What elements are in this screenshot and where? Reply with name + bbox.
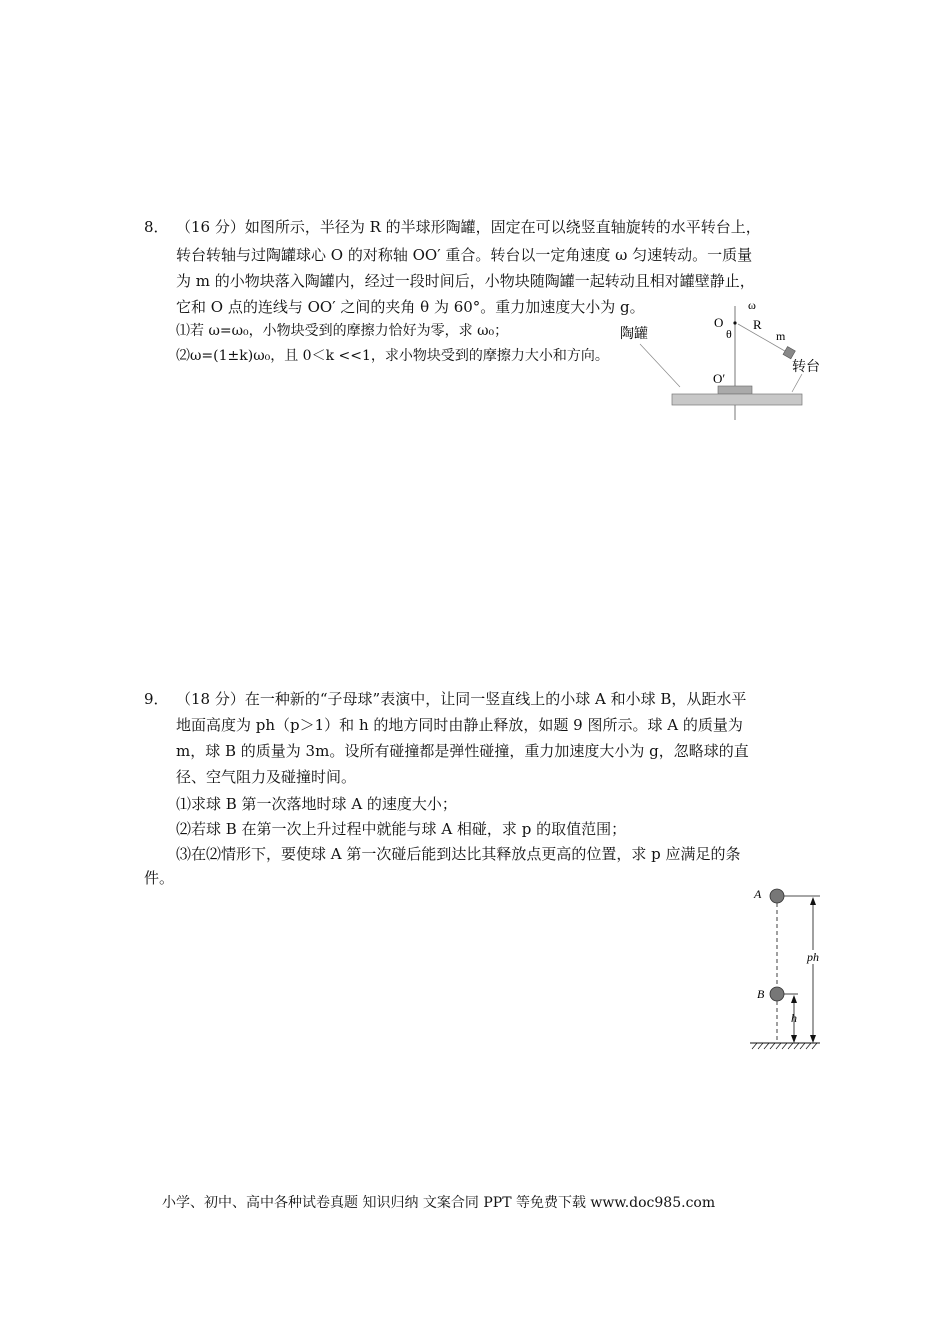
- fig8-theta-label: θ: [726, 327, 732, 341]
- fig8-small-block: [783, 347, 795, 359]
- fig8-Oprime-label: O′: [713, 371, 726, 386]
- footer-advert: 小学、初中、高中各种试卷真题 知识归纳 文案合同 PPT 等免费下载 www.doc985.com: [162, 1195, 716, 1211]
- q8-line-2: 转台转轴与过陶罐球心 O 的对称轴 OO′ 重合。转台以一定角速度 ω 匀速转动。一质量: [176, 246, 753, 264]
- q8-subquestion-1: ⑴若 ω=ω₀，小物块受到的摩擦力恰好为零，求 ω₀；: [176, 323, 509, 339]
- fig9-ball-A: [770, 889, 784, 903]
- q8-line-3: 为 m 的小物块落入陶罐内，经过一段时间后，小物块随陶罐一起转动且相对罐壁静止，: [176, 272, 755, 290]
- q8-line-4: 它和 O 点的连线与 OO′ 之间的夹角 θ 为 60°。重力加速度大小为 g。: [176, 298, 645, 316]
- fig9-ph-arrowhead-top: [810, 897, 816, 905]
- q8-line-1: （16 分）如图所示，半径为 R 的半球形陶罐，固定在可以绕竖直轴旋转的水平转台上，: [176, 218, 761, 236]
- fig9-ball-B: [770, 987, 784, 1001]
- fig8-O-label: O: [714, 315, 724, 330]
- q8-figure: [600, 292, 830, 427]
- fig9-h-label: h: [791, 1011, 797, 1025]
- fig9-B-label: B: [757, 987, 765, 1001]
- fig8-center-point: [733, 321, 736, 324]
- fig9-h-arrowhead-bottom: [791, 1035, 797, 1043]
- q9-subquestion-3-cont: 件。: [144, 869, 175, 887]
- fig9-h-arrowhead-top: [791, 995, 797, 1003]
- q9-subquestion-3: ⑶在⑵情形下，要使球 A 第一次碰后能到达比其释放点更高的位置，求 p 应满足的条: [176, 845, 741, 863]
- fig8-turntable-label: 转台: [792, 360, 820, 375]
- fig8-turntable-leader: [792, 374, 802, 392]
- q8-number: 8．: [144, 218, 169, 236]
- fig8-m-label: m: [776, 329, 786, 343]
- q9-line-2: 地面高度为 ph（p＞1）和 h 的地方同时由静止释放，如题 9 图所示。球 A 的质量为: [176, 716, 743, 734]
- fig8-turntable: [672, 394, 802, 405]
- q9-line-3: m，球 B 的质量为 3m。设所有碰撞都是弹性碰撞，重力加速度大小为 g，忽略球的直: [176, 742, 749, 760]
- q9-subquestion-1: ⑴求球 B 第一次落地时球 A 的速度大小；: [176, 795, 457, 813]
- q8-subquestion-2: ⑵ω=(1±k)ω₀，且 0＜k <<1，求小物块受到的摩擦力大小和方向。: [176, 348, 609, 364]
- q9-number: 9．: [144, 690, 169, 708]
- fig9-A-label: A: [754, 887, 762, 901]
- fig8-R-label: R: [753, 317, 762, 332]
- q9-subquestion-2: ⑵若球 B 在第一次上升过程中就能与球 A 相碰，求 p 的取值范围；: [176, 820, 627, 838]
- fig8-jar-label: 陶罐: [620, 327, 648, 342]
- fig9-ph-label: ph: [807, 950, 819, 964]
- fig8-jar-leader: [640, 344, 680, 387]
- fig9-ground-hatching: [752, 1043, 817, 1049]
- fig8-hub: [718, 386, 752, 394]
- fig9-ph-arrowhead-bottom: [810, 1035, 816, 1043]
- q9-line-1: （18 分）在一种新的“子母球”表演中，让同一竖直线上的小球 A 和小球 B，从距水平: [176, 690, 747, 708]
- q9-line-4: 径、空气阻力及碰撞时间。: [176, 768, 357, 786]
- q9-figure: [740, 880, 840, 1060]
- fig8-omega-label: ω: [748, 298, 756, 312]
